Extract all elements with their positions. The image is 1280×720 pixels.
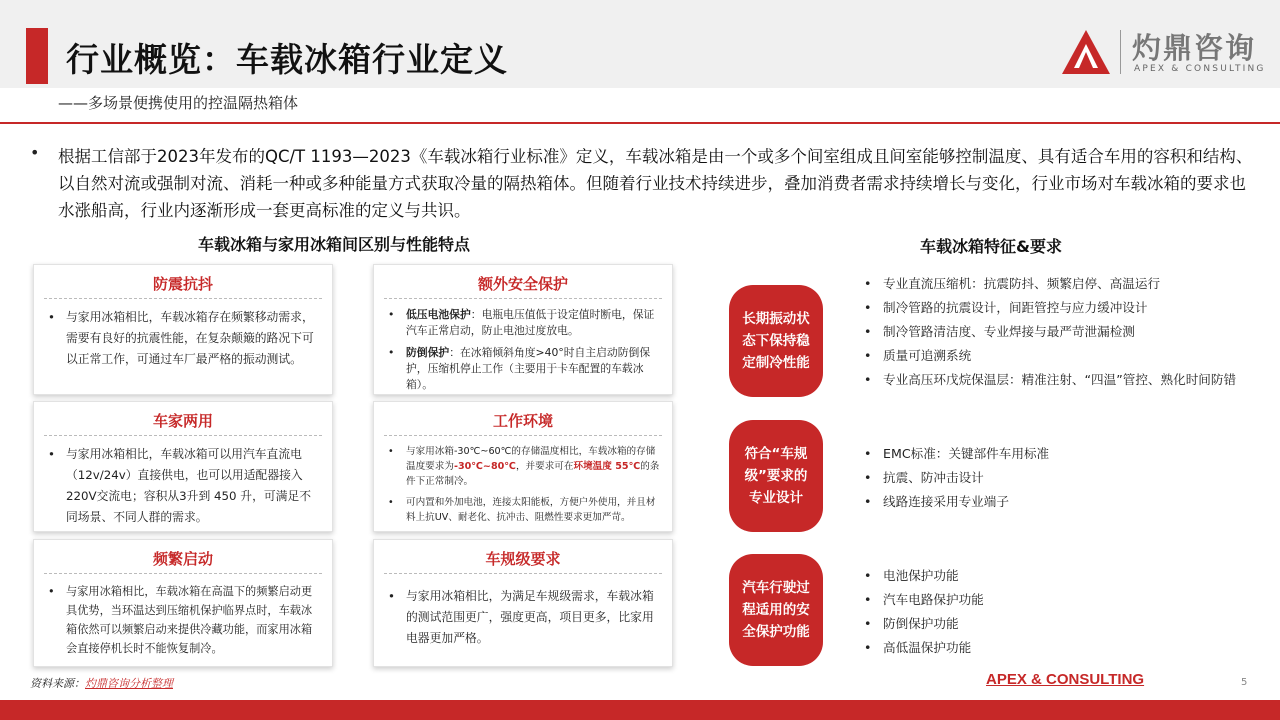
header-divider	[0, 122, 1280, 124]
item-text: 与家用冰箱-30℃~60℃的存储温度相比，车载冰箱的存储温度要求为	[406, 446, 656, 472]
feature-item: • 专业直流压缩机：抗震防抖、频繁启停、高温运行	[862, 272, 1252, 296]
card-divider	[384, 573, 662, 574]
item-bold-label: 防倒保护	[406, 346, 450, 359]
page-title: 行业概览：车载冰箱行业定义	[66, 40, 508, 79]
card-anti-shock	[33, 264, 333, 395]
card-divider	[384, 298, 662, 299]
page-number: 5	[1241, 677, 1248, 688]
feature-item: • 高低温保护功能	[862, 636, 1252, 660]
card-item	[384, 345, 660, 393]
source-label: 资料来源：	[30, 677, 85, 690]
feature-list	[862, 272, 1252, 392]
card-text: • 与家用冰箱相比，车载冰箱可以用汽车直流电（12v/24v）直接供电，也可以用适配器接入220V交流电；容积从3升到 450 升，可满足不同场景、不同人群的需求。	[44, 444, 320, 528]
card-item	[384, 307, 660, 339]
feature-group-badge: 汽车行驶过程适用的安全保护功能	[729, 554, 823, 666]
logo-english-name: APEX & CONSULTING	[1134, 64, 1266, 74]
feature-item: • 抗震、防冲击设计	[862, 466, 1252, 490]
title-accent-bar	[26, 28, 48, 84]
card-vehicle-grade	[373, 539, 673, 667]
intro-bullet: •	[30, 143, 40, 162]
card-text: • 与家用冰箱相比，为满足车规级需求，车载冰箱的测试范围更广，强度更高，项目更多，比家用电器更加严格。	[384, 586, 660, 649]
feature-list	[862, 564, 1252, 660]
left-section-heading: 车载冰箱与家用冰箱间区别与性能特点	[198, 235, 471, 254]
logo-divider	[1120, 30, 1121, 74]
feature-item: • 电池保护功能	[862, 564, 1252, 588]
source-link[interactable]: 灼鼎咨询分析整理	[85, 677, 173, 690]
card-title: 工作环境	[492, 412, 553, 430]
highlight-value: -30℃~80℃	[453, 461, 516, 472]
feature-item: • 专业高压环戊烷保温层：精准注射、“四温”管控、熟化时间防错	[862, 368, 1252, 392]
right-section-heading: 车载冰箱特征&要求	[920, 237, 1062, 256]
feature-item: • 防倒保护功能	[862, 612, 1252, 636]
card-text: • 与家用冰箱相比，车载冰箱存在频繁移动需求，需要有良好的抗震性能，在复杂颠簸的路况下可以正常工作，可通过车厂最严格的振动测试。	[44, 307, 320, 370]
card-item	[384, 444, 660, 489]
footer-brand-link[interactable]: APEX & CONSULTING	[986, 671, 1145, 688]
item-text: ：电瓶电压值低于设定值时断电，保证汽车正常启动，防止电池过度放电。	[406, 308, 655, 337]
card-divider	[44, 435, 322, 436]
item-text: ：在冰箱倾斜角度>40°时自主启动防倒保护，压缩机停止工作（主要用于卡车配置的车载冰箱）。	[406, 346, 651, 391]
feature-item: • 线路连接采用专业端子	[862, 490, 1252, 514]
card-text: • 与家用冰箱相比，车载冰箱在高温下的频繁启动更具优势，当环温达到压缩机保护临界点时，车载冰箱依然可以频繁启动来提供冷藏功能，而家用冰箱会直接停机长时不能恢复制冷。	[44, 582, 320, 658]
card-divider	[44, 573, 322, 574]
feature-group-badge: 符合“车规级”要求的专业设计	[729, 420, 823, 532]
logo-chinese-name: 灼鼎咨询	[1132, 31, 1257, 65]
feature-group-badge: 长期振动状态下保持稳定制冷性能	[729, 285, 823, 397]
logo-triangle-icon	[1060, 28, 1112, 76]
footer-band	[0, 700, 1280, 720]
card-title: 频繁启动	[152, 550, 213, 568]
card-title: 额外安全保护	[477, 275, 568, 293]
item-text: 的条件下正常制冷。	[406, 461, 660, 487]
feature-item: • 汽车电路保护功能	[862, 588, 1252, 612]
feature-list	[862, 442, 1252, 514]
card-divider	[384, 435, 662, 436]
card-title: 车规级要求	[485, 550, 561, 568]
item-text: ，并要求可在	[515, 461, 574, 472]
card-environment	[373, 401, 673, 532]
intro-text: 根据工信部于2023年发布的QC/T 1193—2023《车载冰箱行业标准》定义，车载冰箱是由一个或多个间室组成且间室能够控制温度、具有适合车用的容积和结构、以自然对流或强制对流、消耗一种或多种能量方式获取冷量的隔热箱体。但随着行业技术持续进步，叠加消费者需求持续增长与变化，行业市场对车载冰箱的要求也水涨船高，行业内逐渐形成一套更高标准的定义与共识。	[58, 147, 1253, 220]
card-frequent-start	[33, 539, 333, 667]
source-note	[30, 675, 173, 691]
company-logo	[1060, 26, 1266, 78]
card-item: • 可内置和外加电池，连接太阳能板，方便户外使用，并且材料上抗UV、耐老化、抗冲击、阻燃性要求更加严苛。	[384, 495, 660, 525]
feature-item: • 质量可追溯系统	[862, 344, 1252, 368]
feature-item: • EMC标准：关键部件车用标准	[862, 442, 1252, 466]
item-bold-label: 低压电池保护	[406, 308, 471, 321]
card-title: 防震抗抖	[152, 275, 213, 293]
feature-item: • 制冷管路清洁度、专业焊接与最严苛泄漏检测	[862, 320, 1252, 344]
card-divider	[44, 298, 322, 299]
highlight-value: 环境温度 55℃	[573, 461, 641, 472]
card-safety	[373, 264, 673, 395]
card-dual-use	[33, 401, 333, 532]
card-title: 车家两用	[152, 412, 213, 430]
page-subtitle: ——多场景便携使用的控温隔热箱体	[58, 94, 299, 112]
feature-item: • 制冷管路的抗震设计，间距管控与应力缓冲设计	[862, 296, 1252, 320]
